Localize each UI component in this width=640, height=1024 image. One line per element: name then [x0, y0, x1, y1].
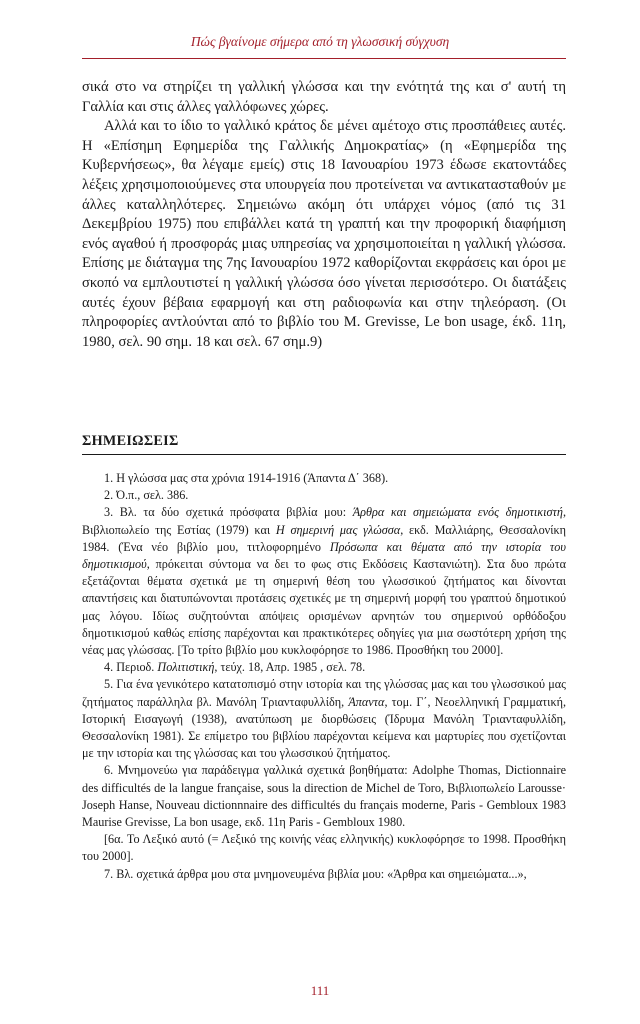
note-3-text: , εκδ. Μαλλιάρης, Θεσσαλονίκη 1984. (Ένα νέο βιβλίο μου, τιτλοφορημένο: [82, 522, 566, 554]
note-5-text: , τομ. Γ΄, Νεοελληνική Γραμματική, Ιστορική Εισαγωγή (1938), ανατύπωση με διορθώσεις (Ίδρυμα Μανόλη Τριανταφυλλίδη, Θεσσαλονίκη 1981). Σε επίμετρο του βιβλίου παρέχονται κείμενα και μαρτυρίες που σχετίζονται με την ιστορία και της γλώσσας και του γλωσσικού ζητήματος.: [82, 694, 567, 761]
note-1: 1. Η γλώσσα μας στα χρόνια 1914-1916 (Άπαντα Δ΄ 368).: [104, 471, 389, 485]
book-title-1: Άρθρα και σημειώματα ενός δημοτικιστή: [352, 505, 563, 520]
note-3-text: , πρόκειται σύντομα να δει το φως στις Εκδόσεις Καστανιώτη). Στα δυο πρώτα εξετάζονται θέματα σχετικά με τη σημερινή θέση του γλωσσικού ζητήματος και δίνονται απαντήσεις και διατυπώνονται προτάσεις σχετικές με τη σημερινή μορφή του γραπτού δημοτικού μας λόγου. Ιδίως συζητούνται απόψεις ορισμένων αρνητών του σημερινού ορθόδοξου δημοτικισμού καθώς επίσης παρέχονται και πρακτικότερες οδηγίες για μια σωστότερη χρήση της νέας μας γλώσσας. [Το τρίτο βιβλίο μου κυκλοφόρησε το 1986. Προσθήκη του 2000].: [82, 557, 566, 658]
note-6: 6. Μνημονεύω για παράδειγμα γαλλικά σχετικά βοηθήματα: Adolphe Thomas, Dictionnaire des difficultés de la langue française, sous la direction de Michel de Toro, Βιβλιοπωλείο Larousse· Joseph Hanse, Nouveau dictionnnaire des difficultés du français moderne, Paris - Gembloux 1983 Maurise Grevisse, La bon usage, εκδ. 11η Paris - Gembloux 1980.: [82, 763, 566, 830]
note-2: 2. Ό.π., σελ. 386.: [104, 488, 189, 503]
main-text: [82, 78, 566, 352]
notes-rule: [82, 454, 566, 455]
note-5-text: 5. Για ένα γενικότερο κατατοπισμό στην ιστορία και της γλώσσας μας και του γλωσσικού μας ζητήματος παράλληλα βλ. Μανόλη Τριανταφυλλίδη,: [82, 677, 566, 709]
book-title-3: Πρόσωπα και θέματα από την ιστορία του δημοτικισμού: [82, 539, 566, 572]
note-4: [82, 659, 566, 676]
page-number: 111: [310, 983, 330, 998]
periodical-title: Πολιτιστική: [157, 660, 215, 675]
book-title-2: Η σημερινή μας γλώσσα: [275, 522, 401, 537]
note-4-text: 4. Περιοδ.: [104, 660, 158, 675]
notes-heading: ΣΗΜΕΙΩΣΕΙΣ: [82, 433, 179, 449]
note-3-text: , Βιβλιοπωλείο της Εστίας (1979) και: [82, 505, 566, 537]
work-title: Άπαντα: [348, 694, 385, 709]
note-5: [82, 676, 566, 762]
notes-list: [82, 470, 566, 883]
note-3: [82, 504, 566, 659]
note-7: 7. Βλ. σχετικά άρθρα μου στα μνημονευμένα βιβλία μου: «Άρθρα και σημειώματα...»,: [104, 866, 527, 881]
paragraph-2: Αλλά και το ίδιο το γαλλικό κράτος δε μένει αμέτοχο στις προσπάθειες αυτές. Η «Επίσημη Εφημερίδα της Γαλλικής Δημοκρατίας» (η «Εφημερίδα της Κυβερνήσεως», θα λέγαμε εμείς) στις 18 Ιανουαρίου 1973 έδωσε εκατοντάδες λέξεις χρησιμοποιούμενες στα υπουργεία που προτείνεται να αντικατασταθούν με άλλες καταλληλότερες. Σημειώνω ακόμη ότι υπάρχει νόμος (από τις 31 Δεκεμβρίου 1975) που επιβάλλει κατά τη γραπτή και την προφορική διαφήμιση ενός αγαθού ή προσφοράς μιας υπηρεσίας να χρησιμοποιείται η γαλλική γλώσσα. Επίσης με διάταγμα της 7ης Ιανουαρίου 1972 καθορίζονται εκφράσεις και όροι με σκοπό να εμπλουτιστεί η γαλλική γλώσσα όσο γίνεται περισσότερο. Οι διατάξεις αυτές έχουν βέβαια εφαρμογή και στη ραδιοφωνία και στην τηλεόραση. (Οι πληροφορίες αντλούνται από το βιβλίο του M. Grevisse, Le bon usage, έκδ. 11η, 1980, σελ. 90 σημ. 18 και σελ. 67 σημ.9): [82, 118, 566, 350]
note-6a: [6α. Το Λεξικό αυτό (= Λεξικό της κοινής νέας ελληνικής) κυκλοφόρησε το 1998. Προσθήκη του 2000].: [82, 832, 566, 864]
header-rule: [82, 58, 566, 59]
paragraph-1: σικά στο να στηρίζει τη γαλλική γλώσσα και την ενότητά της και σ' αυτή τη Γαλλία και στις άλλες γαλλόφωνες χώρες.: [82, 79, 566, 115]
note-4-text: , τεύχ. 18, Απρ. 1985 , σελ. 78.: [214, 660, 366, 675]
note-3-text: 3. Βλ. τα δύο σχετικά πρόσφατα βιβλία μου:: [104, 505, 353, 520]
running-header: Πώς βγαίνομε σήμερα από τη γλωσσική σύγχυση: [190, 34, 450, 49]
